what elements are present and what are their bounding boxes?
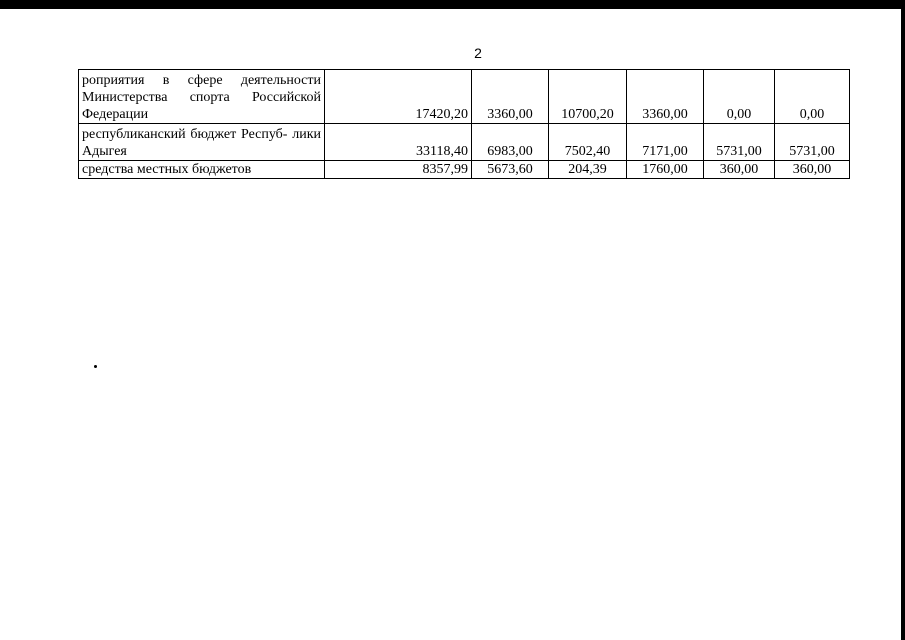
table-cell: 33118,40	[325, 124, 472, 161]
budget-table	[78, 69, 850, 179]
table-row	[79, 161, 850, 179]
table-cell: 5673,60	[472, 161, 549, 179]
table-cell: 204,39	[549, 161, 627, 179]
table-cell: 360,00	[704, 161, 775, 179]
table-cell: 3360,00	[472, 70, 549, 124]
scan-top-border	[0, 0, 905, 9]
table-cell: 10700,20	[549, 70, 627, 124]
table-cell: 0,00	[775, 70, 850, 124]
row-description: республиканский бюджет Респуб- лики Адыгея	[79, 124, 325, 161]
stray-dot	[94, 365, 97, 368]
table-row	[79, 70, 850, 124]
table-row	[79, 124, 850, 161]
row-description: роприятия в сфере деятельности Министерства спорта Российской Федерации	[79, 70, 325, 124]
table-cell: 5731,00	[775, 124, 850, 161]
row-description: средства местных бюджетов	[79, 161, 325, 179]
table-cell: 17420,20	[325, 70, 472, 124]
scan-right-border	[901, 0, 905, 640]
table-cell: 8357,99	[325, 161, 472, 179]
table-cell: 6983,00	[472, 124, 549, 161]
page-number: 2	[474, 45, 482, 61]
table-cell: 3360,00	[627, 70, 704, 124]
table-cell: 5731,00	[704, 124, 775, 161]
table-cell: 360,00	[775, 161, 850, 179]
table-cell: 7171,00	[627, 124, 704, 161]
table-cell: 7502,40	[549, 124, 627, 161]
table-cell: 1760,00	[627, 161, 704, 179]
table-cell: 0,00	[704, 70, 775, 124]
